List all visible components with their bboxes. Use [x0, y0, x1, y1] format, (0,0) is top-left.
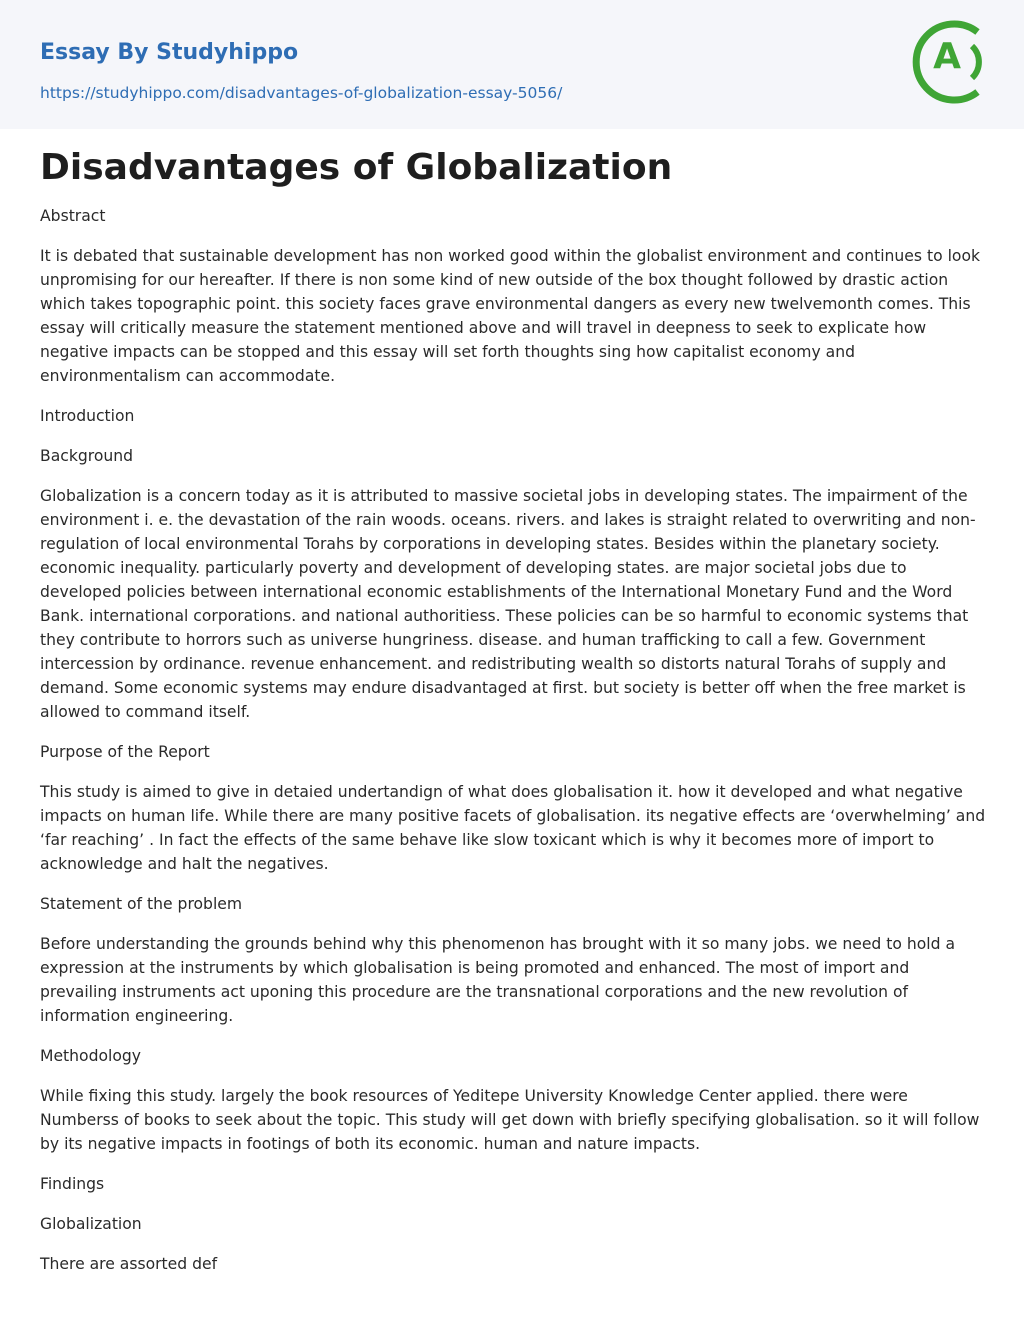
paragraph-truncated: There are assorted def — [40, 1255, 218, 1273]
heading-abstract: Abstract — [40, 207, 106, 225]
source-url-link[interactable]: https://studyhippo.com/disadvantages-of-globalization-essay-5056/ — [40, 84, 563, 102]
studyhippo-logo[interactable] — [906, 16, 992, 108]
heading-background: Background — [40, 447, 134, 465]
heading-problem-statement: Statement of the problem — [40, 895, 243, 913]
site-header — [0, 0, 1024, 129]
paragraph: Globalization is a concern today as it is attributed to massive societal jobs in developing states. The impairment of the environment i. e. the devastation of the rain woods. oceans. rivers. and lakes is straight related to overwriting and non-regulation of local environmental Torahs by corporations in developing states. Besides within the planetary society. economic inequality. particularly poverty and development of developing states. are major societal jobs due to developed policies between international economic establishments of the International Monetary Fund and the Word Bank. international corporations. and national authoritiess. These policies can be so harmful to economic systems that they contribute to horrors such as universe hungriness. disease. and human trafficking to call a few. Government intercession by ordinance. revenue enhancement. and redistributing wealth so distorts natural Torahs of supply and demand. Some economic systems may endure disadvantaged at first. but society is better off when the free market is allowed to command itself. — [40, 487, 976, 721]
paragraph: Before understanding the grounds behind why this phenomenon has brought with it so many jobs. we need to hold a expression at the instruments by which globalisation is being promoted and enhanced. The most of import and prevailing instruments act uponing this procedure are the transnational corporations and the new revolution of information engineering. — [40, 935, 956, 1025]
paragraph: This study is aimed to give in detaied undertandign of what does globalisation it. how it developed and what negative impacts on human life. While there are many positive facets of globalisation. its negative effects are ‘overwhelming’ and ‘far reaching’ . In fact the effects of the same behave like slow toxicant which is why it becomes more of import to acknowledge and halt the negatives. — [40, 783, 986, 873]
page-title: Disadvantages of Globalization — [40, 147, 673, 188]
heading-purpose: Purpose of the Report — [40, 743, 210, 761]
heading-globalization: Globalization — [40, 1215, 142, 1233]
essay-content — [40, 144, 986, 1292]
heading-methodology: Methodology — [40, 1047, 142, 1065]
paragraph: While fixing this study. largely the book resources of Yeditepe University Knowledge Center applied. there were Numberss of books to seek about the topic. This study will get down with briefly specifying globalisation. so it will follow by its negative impacts in footings of both its economic. human and nature impacts. — [40, 1087, 980, 1153]
heading-findings: Findings — [40, 1175, 105, 1193]
paragraph: It is debated that sustainable development has non worked good within the globalist environment and continues to look unpromising for our hereafter. If there is non some kind of new outside of the box thought followed by drastic action which takes topographic point. this society faces grave environmental dangers as every new twelvemonth comes. This essay will critically measure the statement mentioned above and will travel in deepness to seek to explicate how negative impacts can be stopped and this essay will set forth thoughts sing how capitalist economy and environmentalism can accommodate. — [40, 247, 981, 385]
logo-letter: A — [933, 36, 961, 77]
site-title[interactable]: Essay By Studyhippo — [40, 40, 299, 65]
heading-introduction: Introduction — [40, 407, 135, 425]
